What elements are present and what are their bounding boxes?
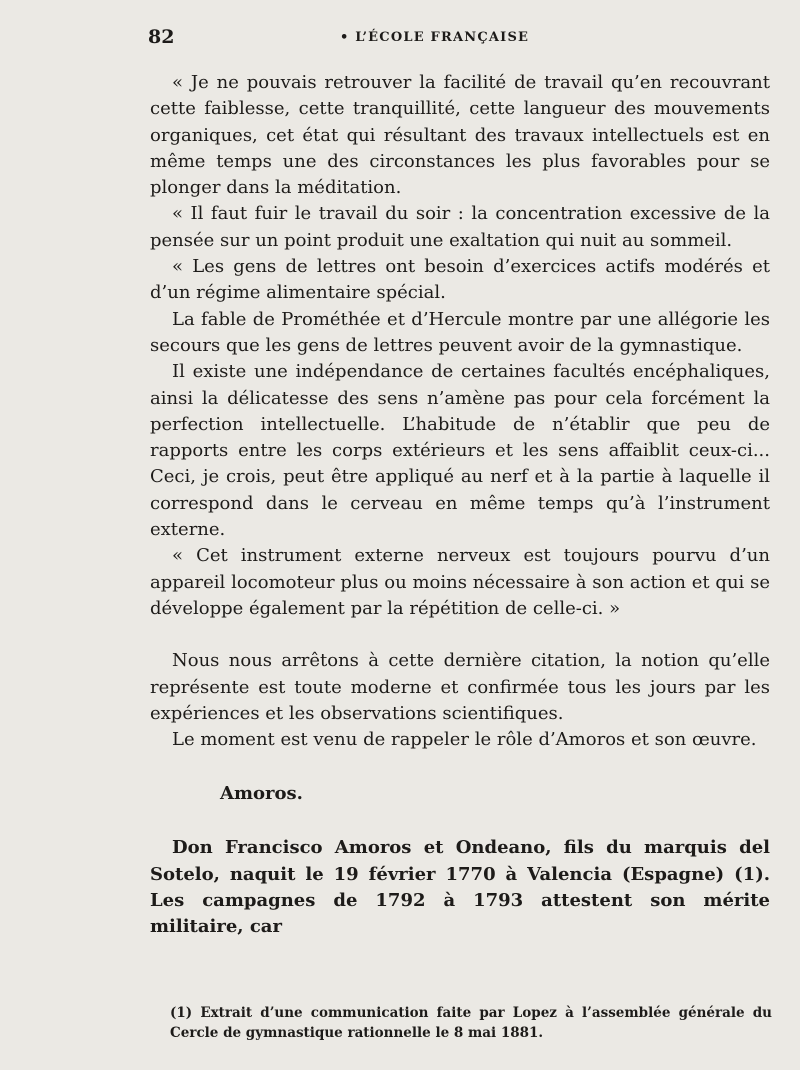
- paragraph: « Cet instrument externe nerveux est toujours pourvu d’un appareil locomoteur plus ou moins nécessaire à son action et qui se développe également par la répétition de celle-ci. »: [150, 545, 770, 619]
- paragraph: Le moment est venu de rappeler le rôle d’Amoros et son œuvre.: [172, 729, 757, 751]
- page-number: 82: [148, 26, 175, 48]
- section-spacer: [150, 807, 770, 835]
- paragraph-spacer: [150, 622, 770, 648]
- paragraph: « Il faut fuir le travail du soir : la concentration excessive de la pensée sur un point produit une exaltation qui nuit au sommeil.: [150, 203, 770, 251]
- section-paragraph: Don Francisco Amoros et Ondeano, fils du marquis del Sotelo, naquit le 19 février 1770 à Valencia (Espagne) (1). Les campagnes de 1792 à 1793 attestent son mérite militaire, car: [150, 837, 770, 938]
- paragraph: La fable de Prométhée et d’Hercule montre par une allégorie les secours que les gens de lettres peuvent avoir de la gymnastique.: [150, 308, 770, 356]
- footnote: (1) Extrait d’une communication faite par Lopez à l’assemblée générale du Cercle de gymnastique rationnelle le 8 mai 1881.: [170, 1005, 772, 1041]
- section-heading: Amoros.: [220, 783, 303, 805]
- paragraph: « Les gens de lettres ont besoin d’exercices actifs modérés et d’un régime alimentaire spécial.: [150, 256, 770, 304]
- section-spacer: [150, 753, 770, 781]
- body-text: [150, 70, 770, 941]
- paragraph: Nous nous arrêtons à cette dernière citation, la notion qu’elle représente est toute moderne et confirmée tous les jours par les expériences et les observations scientifiques.: [150, 650, 770, 724]
- running-title: • L’ÉCOLE FRANÇAISE: [340, 30, 530, 45]
- paragraph: Il existe une indépendance de certaines facultés encéphaliques, ainsi la délicatesse des sens n’amène pas pour cela forcément la perfection intellectuelle. L’habitude de n’établir que peu de rapports entre les corps extérieurs et les sens affaiblit ceux-ci... Ceci, je crois, peut être appliqué au nerf et à la partie à laquelle il correspond dans le cerveau en même temps qu’à l’instrument externe.: [150, 361, 770, 541]
- paragraph: « Je ne pouvais retrouver la facilité de travail qu’en recouvrant cette faiblesse, cette tranquillité, cette langueur des mouvements organiques, cet état qui résultant des travaux intellectuels est en même temps une des circonstances les plus favorables pour se plonger dans la méditation.: [150, 72, 770, 199]
- running-head: [0, 26, 800, 52]
